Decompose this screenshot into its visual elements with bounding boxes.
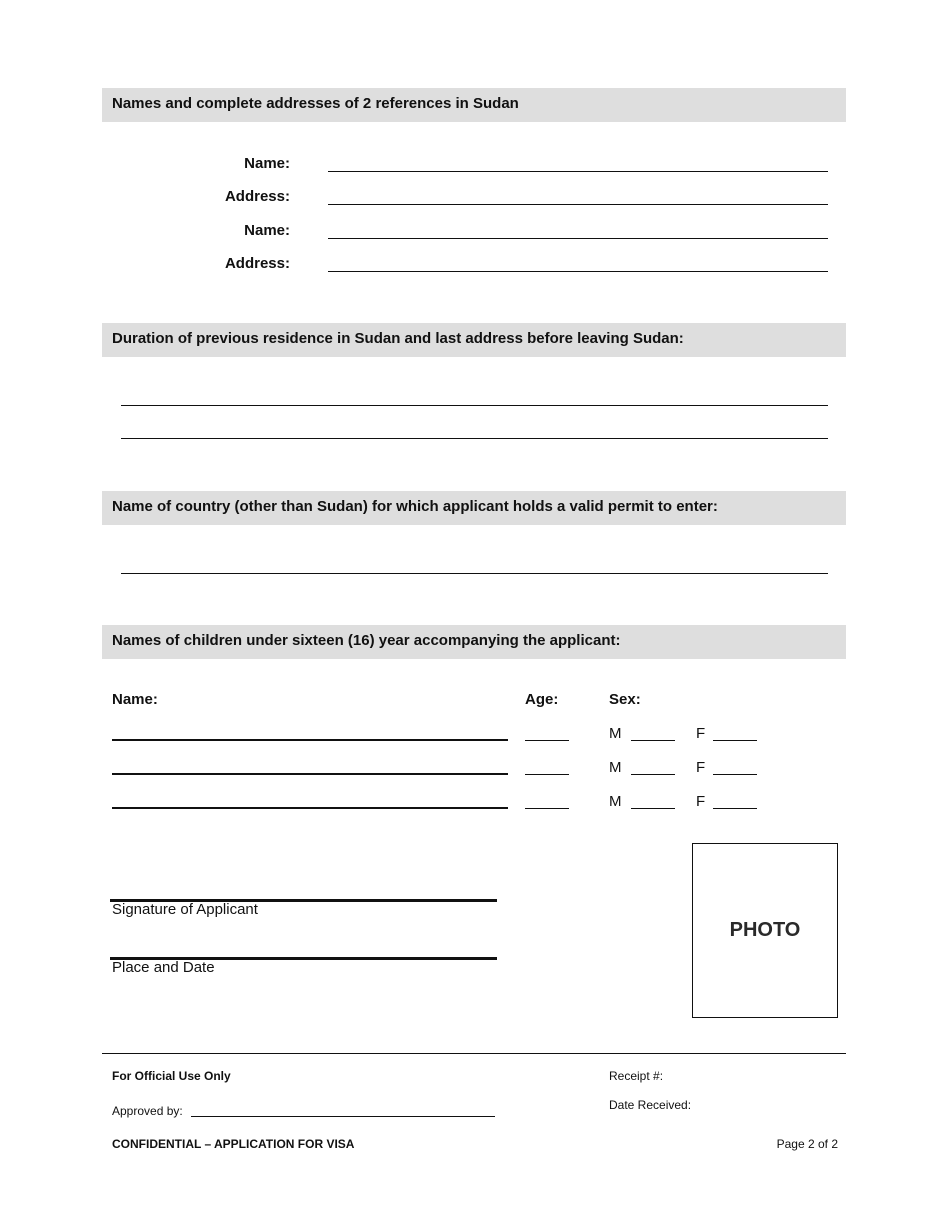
male-label: M xyxy=(609,725,622,742)
confidential-footer: CONFIDENTIAL – APPLICATION FOR VISA xyxy=(112,1137,355,1151)
male-label: M xyxy=(609,793,622,810)
residence-heading: Duration of previous residence in Sudan and last address before leaving Sudan: xyxy=(102,323,846,357)
children-age-column-header: Age: xyxy=(525,691,559,708)
reference-1-name-label: Name: xyxy=(244,155,290,172)
photo-label: PHOTO xyxy=(729,919,801,941)
residence-line-2[interactable] xyxy=(121,438,828,439)
reference-1-address-field[interactable] xyxy=(328,204,828,205)
signature-label: Signature of Applicant xyxy=(112,901,258,918)
page-number: Page 2 of 2 xyxy=(776,1137,838,1151)
reference-1-name-field[interactable] xyxy=(328,171,828,172)
reference-2-address-label: Address: xyxy=(224,255,290,272)
receipt-label: Receipt #: xyxy=(609,1069,664,1083)
male-field[interactable] xyxy=(631,774,675,775)
female-label: F xyxy=(696,725,706,742)
photo-box[interactable] xyxy=(692,843,838,1018)
official-use-title: For Official Use Only xyxy=(112,1069,231,1083)
reference-2-address-field[interactable] xyxy=(328,271,828,272)
place-date-label: Place and Date xyxy=(112,959,215,976)
child-name-field[interactable] xyxy=(112,773,508,775)
child-age-field[interactable] xyxy=(525,740,569,741)
male-field[interactable] xyxy=(631,808,675,809)
approved-by-label: Approved by: xyxy=(112,1104,183,1118)
references-heading: Names and complete addresses of 2 references in Sudan xyxy=(102,88,846,122)
female-label: F xyxy=(696,793,706,810)
child-age-field[interactable] xyxy=(525,774,569,775)
children-name-column-header: Name: xyxy=(112,691,158,708)
reference-1-address-label: Address: xyxy=(224,188,290,205)
female-field[interactable] xyxy=(713,808,757,809)
reference-2-name-field[interactable] xyxy=(328,238,828,239)
child-name-field[interactable] xyxy=(112,739,508,741)
permit-country-field[interactable] xyxy=(121,573,828,574)
female-field[interactable] xyxy=(713,740,757,741)
official-divider xyxy=(102,1053,846,1054)
female-field[interactable] xyxy=(713,774,757,775)
children-sex-column-header: Sex: xyxy=(609,691,641,708)
child-age-field[interactable] xyxy=(525,808,569,809)
permit-heading: Name of country (other than Sudan) for which applicant holds a valid permit to enter: xyxy=(102,491,846,525)
reference-2-name-label: Name: xyxy=(244,222,290,239)
male-label: M xyxy=(609,759,622,776)
female-label: F xyxy=(696,759,706,776)
date-received-label: Date Received: xyxy=(609,1098,692,1112)
approved-by-field[interactable] xyxy=(191,1116,495,1117)
child-name-field[interactable] xyxy=(112,807,508,809)
male-field[interactable] xyxy=(631,740,675,741)
residence-line-1[interactable] xyxy=(121,405,828,406)
children-heading: Names of children under sixteen (16) year accompanying the applicant: xyxy=(102,625,846,659)
